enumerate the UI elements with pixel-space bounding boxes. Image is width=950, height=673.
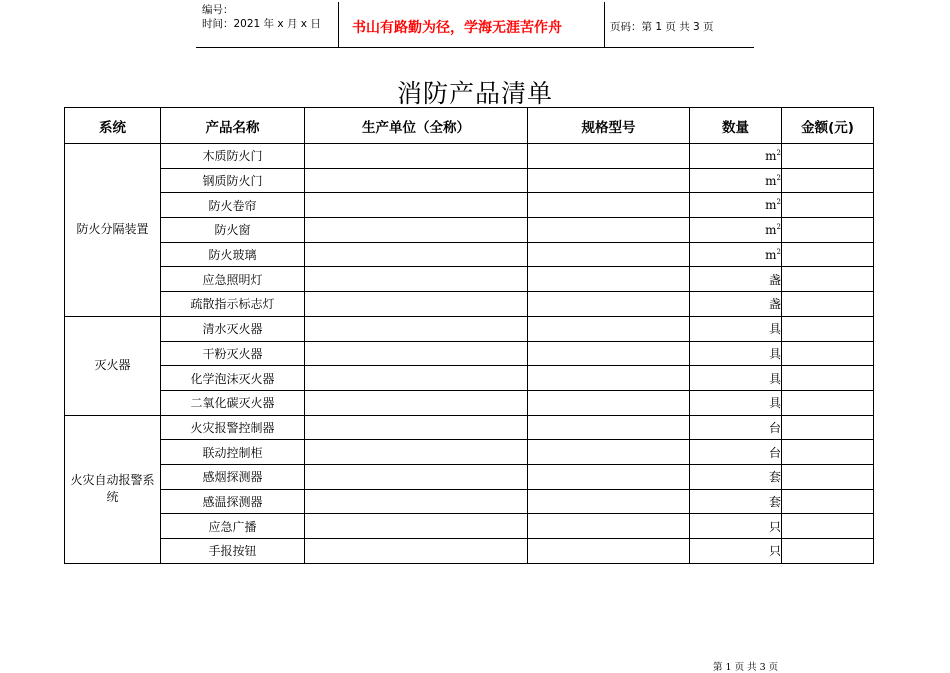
amount-cell [782,218,874,243]
column-header-amount: 金额(元) [782,108,874,144]
system-cell: 防火分隔装置 [65,144,161,317]
quantity-unit-cell [690,218,782,243]
manufacturer-cell [305,292,528,317]
column-header-product-name: 产品名称 [161,108,305,144]
manufacturer-cell [305,390,528,415]
amount-cell [782,193,874,218]
manufacturer-cell [305,316,528,341]
model-cell [528,366,690,391]
model-cell [528,539,690,564]
unit-label: 套 [768,494,781,509]
unit-label: 台 [768,445,781,460]
table-row [65,440,874,465]
manufacturer-cell [305,341,528,366]
unit-label: m [765,222,777,237]
amount-cell [782,514,874,539]
model-cell [528,514,690,539]
table-row [65,168,874,193]
manufacturer-cell [305,489,528,514]
quantity-unit-cell [690,489,782,514]
table-row [65,514,874,539]
unit-label: 具 [768,371,781,386]
amount-cell [782,390,874,415]
amount-cell [782,539,874,564]
model-cell [528,316,690,341]
table-row [65,390,874,415]
time-label: 时间：2021 年 x 月 x 日 [202,18,321,30]
system-cell: 火灾自动报警系统 [65,415,161,563]
header-motto: 书山有路勤为径，学海无涯苦作舟 [352,20,562,36]
product-name-cell: 应急广播 [161,514,305,539]
header-page-info: 页码：第 1 页 共 3 页 [610,21,714,33]
model-cell [528,168,690,193]
column-header-model: 规格型号 [528,108,690,144]
unit-superscript: 2 [776,198,781,207]
unit-label: 只 [768,544,781,559]
unit-superscript: 2 [776,222,781,231]
model-cell [528,415,690,440]
header-divider [338,2,339,47]
column-header-system: 系统 [65,108,161,144]
table-row [65,144,874,169]
table-row [65,539,874,564]
number-label: 编号： [202,4,234,16]
quantity-unit-cell [690,168,782,193]
product-table [64,107,874,564]
amount-cell [782,316,874,341]
manufacturer-cell [305,440,528,465]
manufacturer-cell [305,144,528,169]
system-cell: 灭火器 [65,316,161,415]
amount-cell [782,242,874,267]
unit-label: 只 [768,519,781,534]
quantity-unit-cell [690,242,782,267]
header-meta [202,3,321,31]
table-row [65,489,874,514]
amount-cell [782,489,874,514]
quantity-unit-cell [690,341,782,366]
quantity-unit-cell [690,366,782,391]
header-divider [604,2,605,47]
unit-superscript: 2 [776,148,781,157]
table-row [65,292,874,317]
quantity-unit-cell [690,539,782,564]
product-name-cell: 二氧化碳灭火器 [161,390,305,415]
table-header-row [65,108,874,144]
product-name-cell: 防火窗 [161,218,305,243]
quantity-unit-cell [690,440,782,465]
product-name-cell: 感烟探测器 [161,464,305,489]
manufacturer-cell [305,464,528,489]
product-name-cell: 化学泡沫灭火器 [161,366,305,391]
unit-label: 套 [768,470,781,485]
unit-label: m [765,173,777,188]
model-cell [528,341,690,366]
amount-cell [782,366,874,391]
model-cell [528,144,690,169]
model-cell [528,489,690,514]
model-cell [528,292,690,317]
product-name-cell: 清水灭火器 [161,316,305,341]
quantity-unit-cell [690,193,782,218]
product-name-cell: 钢质防火门 [161,168,305,193]
product-name-cell: 联动控制柜 [161,440,305,465]
model-cell [528,193,690,218]
unit-label: 盏 [768,272,781,287]
quantity-unit-cell [690,415,782,440]
manufacturer-cell [305,366,528,391]
manufacturer-cell [305,193,528,218]
amount-cell [782,168,874,193]
manufacturer-cell [305,514,528,539]
quantity-unit-cell [690,390,782,415]
product-name-cell: 疏散指示标志灯 [161,292,305,317]
page-footer: 第 1 页 共 3 页 [713,662,779,673]
product-name-cell: 火灾报警控制器 [161,415,305,440]
manufacturer-cell [305,218,528,243]
unit-label: 具 [768,322,781,337]
manufacturer-cell [305,242,528,267]
amount-cell [782,144,874,169]
amount-cell [782,464,874,489]
model-cell [528,242,690,267]
table-row [65,415,874,440]
manufacturer-cell [305,168,528,193]
quantity-unit-cell [690,464,782,489]
product-name-cell: 手报按钮 [161,539,305,564]
model-cell [528,440,690,465]
page-title: 消防产品清单 [396,79,553,108]
model-cell [528,390,690,415]
model-cell [528,267,690,292]
product-name-cell: 感温探测器 [161,489,305,514]
model-cell [528,218,690,243]
amount-cell [782,341,874,366]
quantity-unit-cell [690,267,782,292]
amount-cell [782,440,874,465]
quantity-unit-cell [690,514,782,539]
column-header-manufacturer: 生产单位（全称） [305,108,528,144]
table-row [65,218,874,243]
table-row [65,464,874,489]
amount-cell [782,415,874,440]
unit-label: 台 [768,420,781,435]
model-cell [528,464,690,489]
unit-superscript: 2 [776,247,781,256]
manufacturer-cell [305,267,528,292]
table-row [65,366,874,391]
amount-cell [782,292,874,317]
manufacturer-cell [305,539,528,564]
unit-label: 具 [768,396,781,411]
column-header-quantity: 数量 [690,108,782,144]
manufacturer-cell [305,415,528,440]
table-row [65,242,874,267]
unit-superscript: 2 [776,173,781,182]
table-row [65,267,874,292]
product-name-cell: 干粉灭火器 [161,341,305,366]
unit-label: m [765,148,777,163]
product-name-cell: 应急照明灯 [161,267,305,292]
table-row [65,341,874,366]
product-name-cell: 防火玻璃 [161,242,305,267]
quantity-unit-cell [690,292,782,317]
amount-cell [782,267,874,292]
table-row [65,316,874,341]
unit-label: m [765,198,777,213]
product-name-cell: 木质防火门 [161,144,305,169]
product-name-cell: 防火卷帘 [161,193,305,218]
quantity-unit-cell [690,316,782,341]
unit-label: 盏 [768,297,781,312]
unit-label: 具 [768,346,781,361]
page-header [196,2,754,48]
table-row [65,193,874,218]
unit-label: m [765,247,777,262]
quantity-unit-cell [690,144,782,169]
